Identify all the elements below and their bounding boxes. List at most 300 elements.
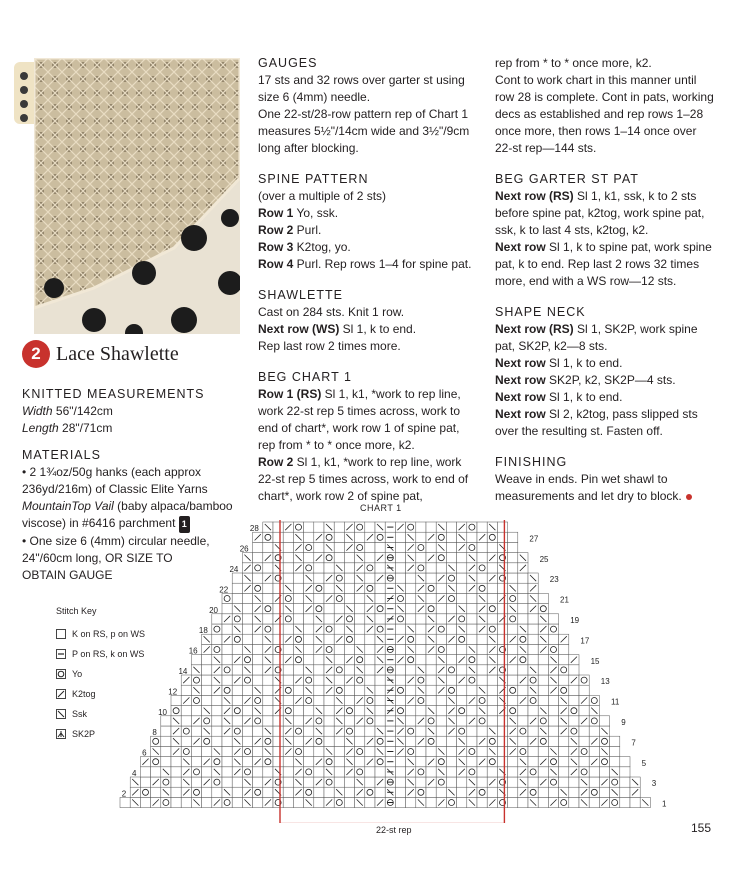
chart-cell <box>222 777 232 787</box>
chart-title: CHART 1 <box>360 503 402 513</box>
chart-cell <box>467 726 477 736</box>
chart-cell <box>191 655 201 665</box>
chart-cell <box>477 787 487 797</box>
chart-cell <box>375 757 385 767</box>
chart-cell <box>232 716 242 726</box>
chart-cell <box>273 532 283 542</box>
chart-cell <box>304 706 314 716</box>
chart-cell <box>395 614 405 624</box>
width-line <box>22 403 237 420</box>
rs-row-number: 17 <box>580 636 590 646</box>
chart-cell <box>273 644 283 654</box>
chart-cell <box>518 573 528 583</box>
chart-cell <box>528 767 538 777</box>
chart-cell <box>395 675 405 685</box>
chart-cell <box>446 655 456 665</box>
chart-cell <box>446 665 456 675</box>
chart-cell <box>344 553 354 563</box>
ws-row-number: 6 <box>142 748 147 758</box>
gauges-p2: One 22-st/28-row pattern rep of Chart 1 measures 5½"/14cm wide and 3½"/9cm long after blocking. <box>258 107 470 155</box>
chart-cell <box>355 593 365 603</box>
neck-row-5-label: Next row <box>495 407 546 421</box>
length-line <box>22 420 237 437</box>
chart-cell <box>508 614 518 624</box>
chart-cell <box>283 573 293 583</box>
chart-cell <box>355 767 365 777</box>
chart-cell <box>304 634 314 644</box>
rs-row-number: 21 <box>560 595 569 605</box>
chart-cell <box>518 736 528 746</box>
chart-cell <box>293 706 303 716</box>
chart-cell <box>273 757 283 767</box>
neck-row-3-label: Next row <box>495 373 546 387</box>
chart-cell <box>630 797 640 807</box>
chart-cell <box>181 706 191 716</box>
chart-cell <box>395 685 405 695</box>
chart-cell <box>497 746 507 756</box>
chart-cell <box>253 675 263 685</box>
chart-cell <box>457 706 467 716</box>
chart-cell <box>467 736 477 746</box>
chart-cell <box>497 777 507 787</box>
chart-cell <box>406 604 416 614</box>
chart-cell <box>467 675 477 685</box>
neck-row-3 <box>495 372 717 389</box>
spine-row-1 <box>258 205 480 222</box>
chart-cell <box>181 726 191 736</box>
chart-cell <box>253 767 263 777</box>
chart-cell <box>569 797 579 807</box>
chart-cell <box>528 644 538 654</box>
chart-cell <box>548 634 558 644</box>
chart-cell <box>283 777 293 787</box>
chart-cell <box>477 563 487 573</box>
chart-cell <box>599 736 609 746</box>
chart-cell <box>467 685 477 695</box>
chart-cell <box>314 593 324 603</box>
chart-cell <box>457 695 467 705</box>
chart-cell <box>579 736 589 746</box>
chart-cell <box>467 593 477 603</box>
chart-cell <box>477 797 487 807</box>
chart-cell <box>538 736 548 746</box>
chart-cell <box>293 522 303 532</box>
materials-heading: MATERIALS <box>22 448 101 462</box>
chart-cell <box>426 787 436 797</box>
chart-cell <box>304 553 314 563</box>
chart-cell <box>344 563 354 573</box>
chart-cell <box>589 767 599 777</box>
chart-cell <box>406 736 416 746</box>
key-label-yo: Yo <box>72 669 83 679</box>
chart-cell <box>528 777 538 787</box>
chart-cell <box>528 787 538 797</box>
chart-cell <box>508 644 518 654</box>
chart-cell <box>304 675 314 685</box>
chart-cell <box>232 787 242 797</box>
chart-cell <box>283 767 293 777</box>
chart1-row1-label: Row 1 (RS) <box>258 387 322 401</box>
col3-p1: rep from * to * once more, k2. <box>495 56 652 70</box>
chart-cell <box>446 777 456 787</box>
chart-cell <box>497 553 507 563</box>
chart-cell <box>242 624 252 634</box>
ws-row-number: 10 <box>158 707 167 717</box>
chart-cell <box>395 542 405 552</box>
chart-cell <box>273 624 283 634</box>
chart-cell <box>589 726 599 736</box>
chart-cell <box>589 777 599 787</box>
chart-cell <box>324 532 334 542</box>
chart-cell <box>334 604 344 614</box>
chart-cell <box>253 787 263 797</box>
chart-cell <box>273 736 283 746</box>
chart-cell <box>508 787 518 797</box>
chart-cell <box>477 655 487 665</box>
chart-cell <box>416 726 426 736</box>
chart-cell <box>538 655 548 665</box>
chart-cell <box>579 675 589 685</box>
neck-heading: SHAPE NECK <box>495 305 586 319</box>
chart-cell <box>222 675 232 685</box>
neck-row-1-text: Sl 1, SK2P, work spine pat, SK2P, k2—8 sts. <box>495 322 698 353</box>
chart-cell <box>263 583 273 593</box>
chart-cell <box>487 532 497 542</box>
chart-cell <box>508 675 518 685</box>
chart-cell <box>416 767 426 777</box>
chart-cell <box>508 593 518 603</box>
yarn-weight-icon: 1 <box>179 516 190 533</box>
chart-cell <box>610 736 620 746</box>
chart-cell <box>477 665 487 675</box>
chart-cell <box>497 634 507 644</box>
chart1-row2 <box>258 454 480 505</box>
chart-cell <box>406 797 416 807</box>
chart-cell <box>406 522 416 532</box>
dash-square-icon <box>56 649 66 659</box>
chart-cell <box>497 522 507 532</box>
chart-cell <box>446 624 456 634</box>
chart-cell <box>273 583 283 593</box>
chart-cell <box>242 593 252 603</box>
chart-cell <box>242 614 252 624</box>
chart-cell <box>559 777 569 787</box>
chart-cell <box>191 746 201 756</box>
chart-cell <box>283 675 293 685</box>
chart-cell <box>416 746 426 756</box>
chart-cell <box>559 675 569 685</box>
chart-cell <box>446 593 456 603</box>
chart-cell <box>222 797 232 807</box>
chart-cell <box>263 604 273 614</box>
chart-cell <box>599 787 609 797</box>
chart-cell <box>508 532 518 542</box>
rs-row-number: 5 <box>641 758 647 768</box>
chart-cell <box>334 553 344 563</box>
neck-row-1-label: Next row (RS) <box>495 322 574 336</box>
neck-row-2-text: Sl 1, k to end. <box>545 356 623 370</box>
chart-cell <box>344 787 354 797</box>
chart-cell <box>140 777 150 787</box>
chart-cell <box>395 797 405 807</box>
end-marker-icon <box>686 494 692 500</box>
chart-cell <box>161 757 171 767</box>
chart-cell <box>457 573 467 583</box>
chart-cell <box>293 655 303 665</box>
chart-cell <box>528 675 538 685</box>
chart-cell <box>416 644 426 654</box>
chart-cell <box>253 573 263 583</box>
chart-cell <box>395 706 405 716</box>
chart-cell <box>314 542 324 552</box>
spine-row-3-label: Row 3 <box>258 240 294 254</box>
chart-cell <box>436 736 446 746</box>
key-label-sk2p: SK2P <box>72 729 96 739</box>
chart-cell <box>365 553 375 563</box>
chart-cell <box>304 614 314 624</box>
chart-cell <box>395 665 405 675</box>
chart-cell <box>620 757 630 767</box>
chart-cell <box>314 746 324 756</box>
chart-cell <box>253 583 263 593</box>
finishing-heading: FINISHING <box>495 455 568 469</box>
chart-cell <box>242 726 252 736</box>
column-3 <box>495 55 717 505</box>
chart-cell <box>538 665 548 675</box>
chart-cell <box>263 563 273 573</box>
chart-cell <box>569 695 579 705</box>
chart-cell <box>140 797 150 807</box>
chart-cell <box>304 767 314 777</box>
key-label-k2tog: K2tog <box>72 689 96 699</box>
chart-cell <box>314 716 324 726</box>
chart-cell <box>457 634 467 644</box>
chart-cell <box>589 746 599 756</box>
width-label: Width <box>22 404 53 418</box>
materials-line3 <box>22 498 237 515</box>
chart-cell <box>355 706 365 716</box>
chart-cell <box>569 726 579 736</box>
chart-cell <box>273 726 283 736</box>
chart-cell <box>283 593 293 603</box>
chart-cell <box>334 644 344 654</box>
chart-cell <box>242 767 252 777</box>
chart-cell <box>375 614 385 624</box>
chart-cell <box>324 777 334 787</box>
chart-cell <box>497 797 507 807</box>
chart-cell <box>538 797 548 807</box>
chart-cell <box>518 604 528 614</box>
chart-cell <box>202 736 212 746</box>
chart-cell <box>202 767 212 777</box>
chart-cell <box>518 706 528 716</box>
chart-cell <box>395 695 405 705</box>
garter-heading: BEG GARTER ST PAT <box>495 172 639 186</box>
chart-cell <box>528 695 538 705</box>
chart-cell <box>283 685 293 695</box>
materials-line3-rest: (baby alpaca/bamboo <box>113 499 233 513</box>
chart-cell <box>355 746 365 756</box>
chart-cell <box>426 604 436 614</box>
chart-cell <box>610 797 620 807</box>
chart-cell <box>375 604 385 614</box>
chart-cell <box>355 604 365 614</box>
chart-cell <box>293 634 303 644</box>
chart-cell <box>548 716 558 726</box>
chart-cell <box>334 665 344 675</box>
chart-cell <box>365 797 375 807</box>
stitch-key-title: Stitch Key <box>56 606 97 616</box>
chart-cell <box>436 757 446 767</box>
chart-cell <box>334 522 344 532</box>
chart-cell <box>559 655 569 665</box>
chart-cell <box>324 604 334 614</box>
shawlette-p1: Cast on 284 sts. Knit 1 row. <box>258 305 405 319</box>
chart-cell <box>426 716 436 726</box>
chart-cell <box>487 604 497 614</box>
chart-cell <box>467 746 477 756</box>
chart-cell <box>334 746 344 756</box>
chart-cell <box>293 726 303 736</box>
chart-cell <box>559 665 569 675</box>
chart-cell <box>293 685 303 695</box>
chart-cell <box>375 716 385 726</box>
chart-cell <box>416 777 426 787</box>
chart-cell <box>324 624 334 634</box>
chart-cell <box>181 685 191 695</box>
chart-cell <box>457 716 467 726</box>
chart-cell <box>232 593 242 603</box>
garter-row-2-label: Next row <box>495 240 546 254</box>
chart-cell <box>242 655 252 665</box>
chart-cell <box>273 573 283 583</box>
chart-cell <box>426 736 436 746</box>
key-label-ssk: Ssk <box>72 709 88 719</box>
chart-cell <box>171 706 181 716</box>
chart-cell <box>202 665 212 675</box>
chart-cell <box>477 542 487 552</box>
chart-cell <box>528 706 538 716</box>
chart-cell <box>324 553 334 563</box>
chart-cell <box>232 797 242 807</box>
chart-cell <box>518 665 528 675</box>
chart-cell <box>181 716 191 726</box>
chart-cell <box>559 644 569 654</box>
chart-cell <box>457 644 467 654</box>
length-label: Length <box>22 421 59 435</box>
neck-row-5 <box>495 406 717 440</box>
chart-cell <box>242 736 252 746</box>
chart-cell <box>416 787 426 797</box>
chart-cell <box>477 767 487 777</box>
chart-cell <box>365 573 375 583</box>
chart-cell <box>334 767 344 777</box>
chart-cell <box>365 726 375 736</box>
chart-cell <box>436 695 446 705</box>
blank-square-icon <box>56 629 66 639</box>
chart-cell <box>406 593 416 603</box>
chart-cell <box>375 532 385 542</box>
chart-cell <box>314 583 324 593</box>
chart-cell <box>477 583 487 593</box>
chart-cell <box>365 787 375 797</box>
chart-cell <box>406 726 416 736</box>
chart-cell <box>304 644 314 654</box>
chart-cell <box>283 542 293 552</box>
chart-cell <box>151 767 161 777</box>
chart-cell <box>283 532 293 542</box>
chart-cell <box>436 634 446 644</box>
chart-cell <box>528 655 538 665</box>
chart-cell <box>426 655 436 665</box>
chart-cell <box>273 746 283 756</box>
chart-cell <box>365 767 375 777</box>
chart-cell <box>140 767 150 777</box>
ws-row-number: 4 <box>131 769 137 778</box>
chart-cell <box>508 665 518 675</box>
chart-cell <box>283 695 293 705</box>
chart-cell <box>569 685 579 695</box>
ws-row-number: 12 <box>168 687 178 697</box>
chart-cell <box>263 787 273 797</box>
chart-cell <box>436 614 446 624</box>
chart-cell <box>324 757 334 767</box>
chart-cell <box>508 695 518 705</box>
chart-cell <box>416 695 426 705</box>
chart-cell <box>344 634 354 644</box>
chart-cell <box>355 736 365 746</box>
chart-cell <box>457 726 467 736</box>
chart-cell <box>242 706 252 716</box>
chart-cell <box>406 706 416 716</box>
chart-cell <box>273 522 283 532</box>
chart-cell <box>446 573 456 583</box>
chart-cell <box>222 736 232 746</box>
chart1-row2-label: Row 2 <box>258 455 294 469</box>
chart-cell <box>426 695 436 705</box>
chart-cell <box>375 695 385 705</box>
ws-row-number: 22 <box>219 585 229 595</box>
chart-cell <box>589 716 599 726</box>
chart-cell <box>344 614 354 624</box>
chart-cell <box>232 726 242 736</box>
chart-cell <box>599 757 609 767</box>
chart-cell <box>467 604 477 614</box>
chart-cell <box>263 675 273 685</box>
chart-cell <box>222 746 232 756</box>
chart-cell <box>426 563 436 573</box>
chart-cell <box>140 787 150 797</box>
chart-cell <box>365 655 375 665</box>
chart-cell <box>416 563 426 573</box>
chart-cell <box>446 797 456 807</box>
chart-cell <box>334 532 344 542</box>
chart-cell <box>446 644 456 654</box>
chart-cell <box>426 767 436 777</box>
chart-cell <box>487 593 497 603</box>
chart-cell <box>610 746 620 756</box>
chart-cell <box>293 573 303 583</box>
spine-row-3 <box>258 239 480 256</box>
chart-cell <box>324 634 334 644</box>
chart-cell <box>416 757 426 767</box>
chart-cell <box>314 736 324 746</box>
chart-cell <box>344 685 354 695</box>
chart-cell <box>304 695 314 705</box>
chart-cell <box>497 665 507 675</box>
chart-cell <box>253 542 263 552</box>
chart-cell <box>242 675 252 685</box>
